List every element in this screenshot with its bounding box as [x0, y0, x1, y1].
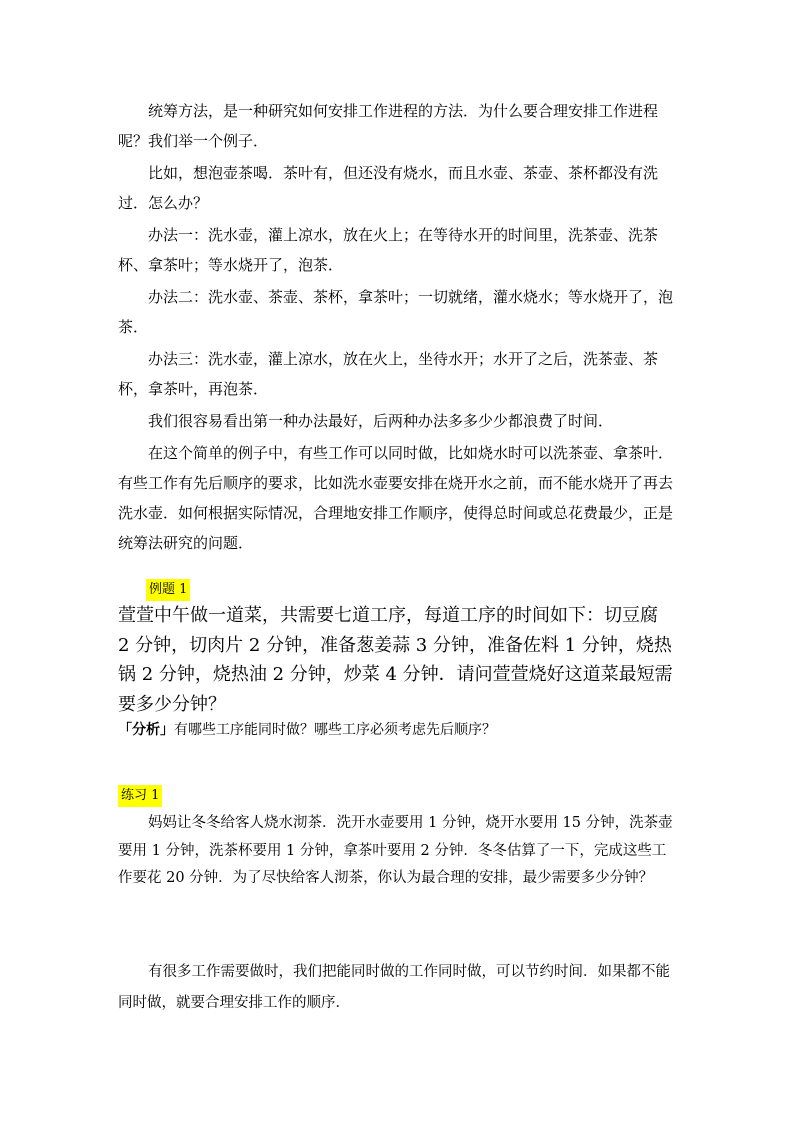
summary-section — [118, 957, 674, 1019]
example-label-wrap — [146, 578, 206, 601]
example-label: 例题 1 — [146, 579, 190, 601]
method-one-paragraph: 办法一：洗水壶，灌上凉水，放在火上；在等待水开的时间里，洗茶壶、洗茶杯、拿茶叶；等水烧开了，泡茶． — [118, 226, 659, 274]
exercise-section — [118, 810, 674, 893]
conclusion-paragraph: 我们很容易看出第一种办法最好，后两种办法多多少少都浪费了时间． — [148, 412, 614, 430]
example-section — [118, 601, 674, 741]
method-two-paragraph: 办法二：洗水壶、茶壶、茶杯，拿茶叶；一切就绪，灌水烧水；等水烧开了，泡茶． — [118, 288, 674, 336]
example-problem-text: 萱萱中午做一道菜，共需要七道工序，每道工序的时间如下：切豆腐 2 分钟，切肉片 2 分钟，准备葱姜蒜 3 分钟，准备佐料 1 分钟，烧热锅 2 分钟，烧热油 2 分钟，炒菜 4 分钟．请问萱萱烧好这道菜最短需要多少分钟？ — [118, 605, 673, 715]
intro-paragraph-2: 比如，想泡壶茶喝．茶叶有，但还没有烧水，而且水壶、茶壶、茶杯都没有洗过．怎么办？ — [118, 164, 659, 212]
exercise-label: 练习 1 — [118, 785, 162, 807]
intro-paragraph-1: 统筹方法，是一种研究如何安排工作进程的方法．为什么要合理安排工作进程呢？我们举一个例子． — [118, 102, 659, 150]
exercise-label-wrap — [118, 784, 188, 807]
analysis-line — [118, 719, 674, 741]
analysis-text: 有哪些工序能同时做？哪些工序必须考虑先后顺序？ — [174, 722, 496, 738]
analysis-tag: 「分析」 — [118, 722, 174, 738]
method-three-paragraph: 办法三：洗水壶，灌上凉水，放在火上，坐待水开；水开了之后，洗茶壶、茶杯，拿茶叶，再泡茶． — [118, 350, 659, 398]
intro-section — [118, 96, 674, 558]
exercise-problem-text: 妈妈让冬冬给客人烧水沏茶．洗开水壶要用 1 分钟，烧开水要用 15 分钟，洗茶壶要用 1 分钟，洗茶杯要用 1 分钟，拿茶叶要用 2 分钟．冬冬估算了一下，完成这些工作要花 20 分钟．为了尽快给客人沏茶，你认为最合理的安排，最少需要多少分钟？ — [118, 815, 673, 886]
summary-text: 有很多工作需要做时，我们把能同时做的工作同时做，可以节约时间．如果都不能同时做，就要合理安排工作的顺序． — [118, 964, 670, 1011]
explanation-paragraph: 在这个简单的例子中，有些工作可以同时做，比如烧水时可以洗茶壶、拿茶叶．有些工作有先后顺序的要求，比如洗水壶要安排在烧开水之前，而不能水烧开了再去洗水壶．如何根据实际情况，合理地安排工作顺序，使得总时间或总花费最少，正是统筹法研究的问题． — [118, 444, 674, 552]
